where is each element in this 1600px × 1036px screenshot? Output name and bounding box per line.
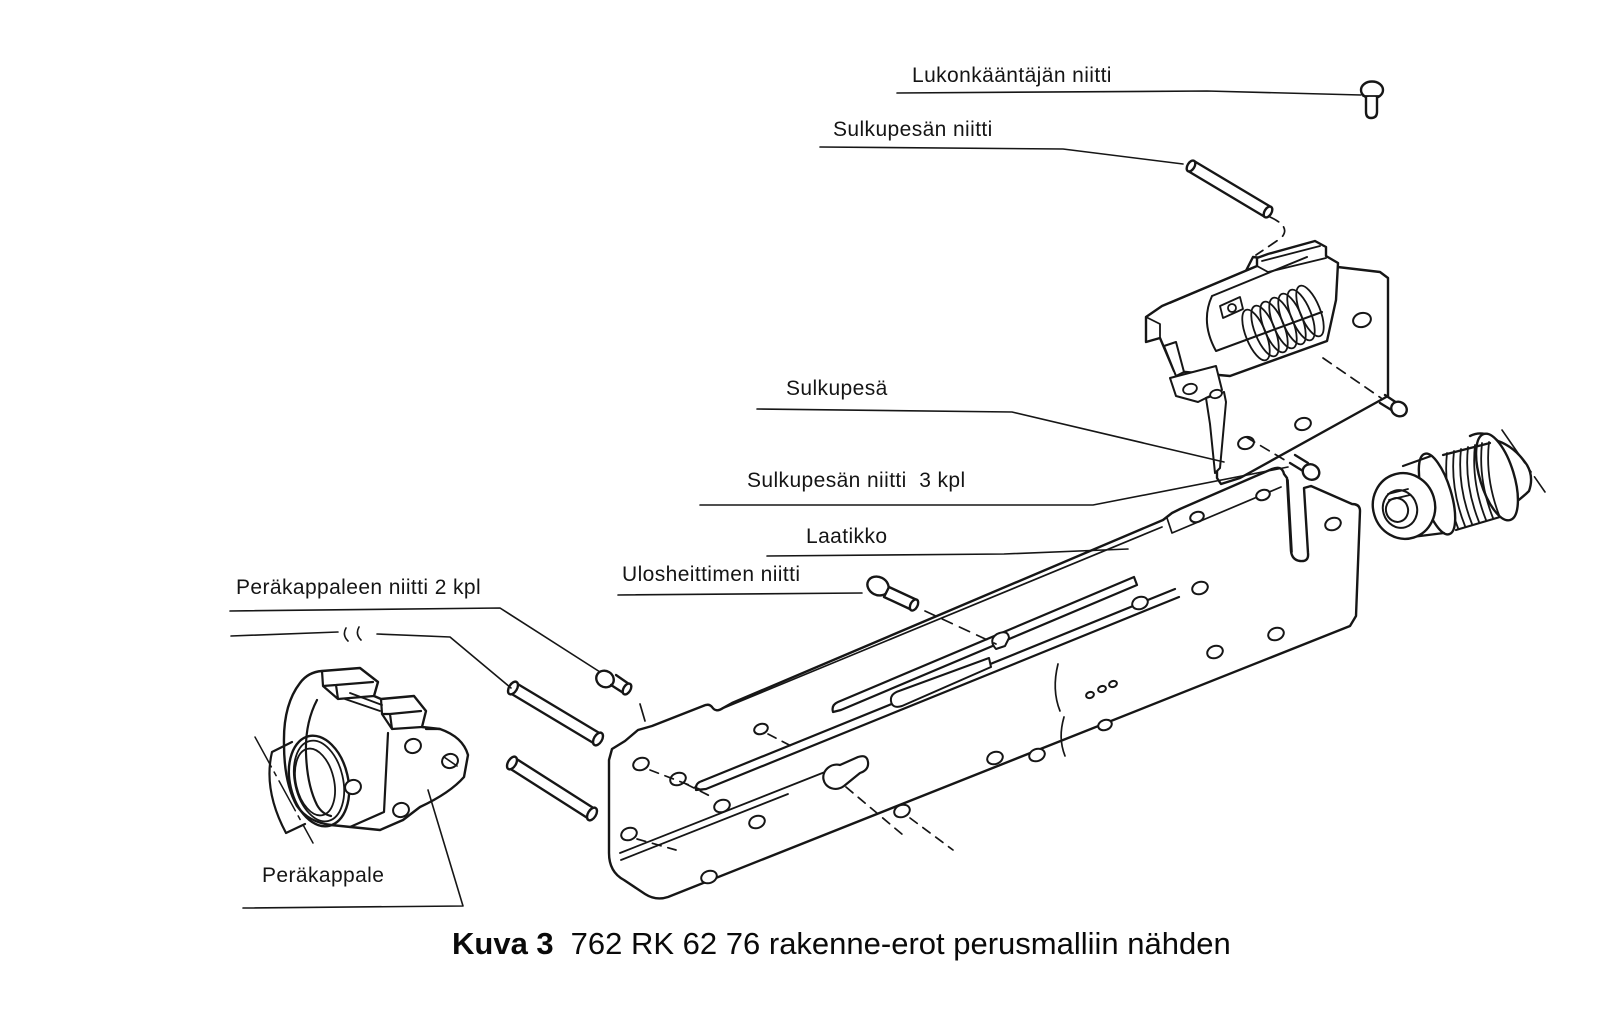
label-sulkupesan-niitti-3kpl: Sulkupesän niitti 3 kpl [747, 469, 966, 492]
figure-number: Kuva 3 [452, 926, 554, 961]
small-rivet [593, 668, 645, 721]
housing-rivet-pin [1185, 159, 1285, 255]
figure-title: 762 RK 62 76 rakenne-erot perusmalliin nähden [570, 926, 1231, 961]
label-laatikko: Laatikko [806, 525, 888, 548]
label-sulkupesa: Sulkupesä [786, 377, 888, 400]
barrel-bushing [1365, 429, 1545, 547]
bolt-rotator-rivet [1361, 82, 1383, 119]
label-lukonkaantajan-niitti: Lukonkääntäjän niitti [912, 64, 1112, 87]
label-perakappaleen-niitti-2kpl: Peräkappaleen niitti 2 kpl [236, 576, 482, 599]
label-perakappale: Peräkappale [262, 864, 385, 887]
rivet-3kpl [1290, 455, 1322, 483]
label-ulosheittimen-niitti: Ulosheittimen niitti [622, 563, 801, 586]
figure-caption [452, 926, 1231, 962]
receiver-box-laatikko [609, 468, 1360, 899]
label-sulkupesan-niitti: Sulkupesän niitti [833, 118, 993, 141]
bolt-housing-assembly [1146, 241, 1409, 484]
